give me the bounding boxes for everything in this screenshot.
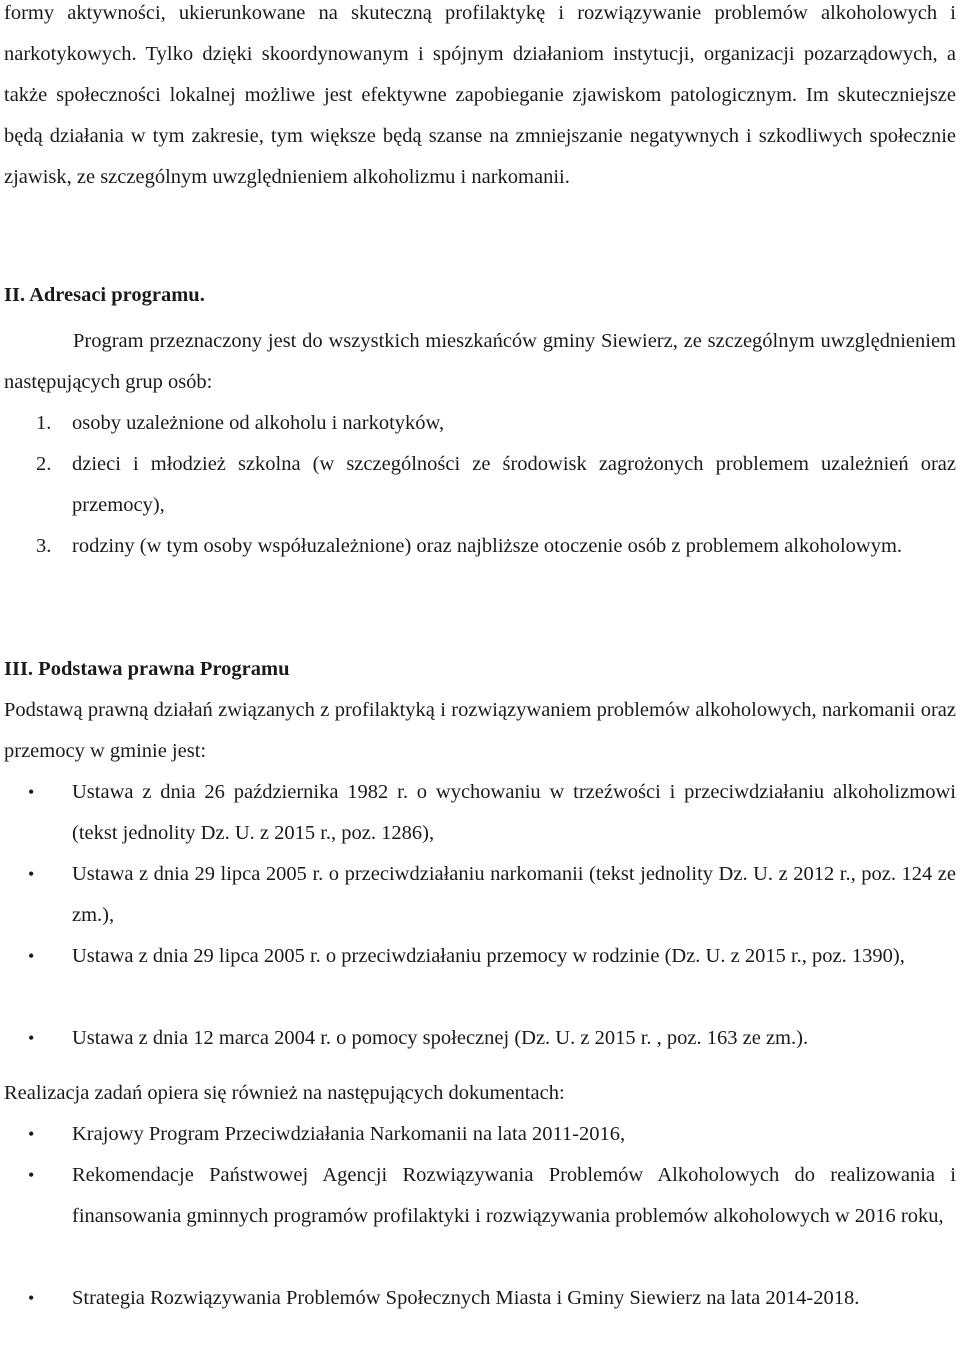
- list-item: Strategia Rozwiązywania Problemów Społecznych Miasta i Gminy Siewierz na lata 2014-2018.: [72, 1287, 860, 1309]
- list-item: Ustawa z dnia 29 lipca 2005 r. o przeciwdziałaniu narkomanii (tekst jednolity Dz. U. z 2012 r., poz. 124 ze zm.),: [72, 863, 956, 926]
- bullet-icon: •: [28, 864, 35, 884]
- bullet-icon: •: [28, 1165, 35, 1185]
- list-item: osoby uzależnione od alkoholu i narkotyków,: [72, 412, 445, 434]
- bullet-icon: •: [28, 782, 35, 802]
- list-item: Ustawa z dnia 29 lipca 2005 r. o przeciwdziałaniu przemocy w rodzinie (Dz. U. z 2015 r., poz. 1390),: [72, 945, 905, 967]
- section-3-paragraph: Podstawą prawną działań związanych z profilaktyką i rozwiązywaniem problemów alkoholowych, narkomanii oraz przemocy w gminie jest:: [4, 699, 956, 762]
- intro-paragraph: formy aktywności, ukierunkowane na skuteczną profilaktykę i rozwiązywanie problemów alkoholowych i narkotykowych. Tylko dzięki skoordynowanym i spójnym działaniom instytucji, organizacji pozarządowych, a także społeczności lokalnej możliwe jest efektywne zapobieganie zjawiskom patologicznym. Im skuteczniejsze będą działania w tym zakresie, tym większe będą szanse na zmniejszanie negatywnych i szkodliwych społecznie zjawisk, ze szczególnym uwzględnieniem alkoholizmu i narkomanii.: [4, 2, 956, 188]
- documents-paragraph: Realizacja zadań opiera się również na następujących dokumentach:: [4, 1082, 565, 1104]
- bullet-icon: •: [28, 1288, 35, 1308]
- list-item: rodziny (w tym osoby współuzależnione) oraz najbliższe otoczenie osób z problemem alkoholowym.: [72, 535, 903, 557]
- list-item: dzieci i młodzież szkolna (w szczególności ze środowisk zagrożonych problemem uzależnień oraz przemocy),: [72, 453, 956, 516]
- section-2-heading: II. Adresaci programu.: [4, 284, 205, 306]
- bullet-icon: •: [28, 946, 35, 966]
- list-item: Rekomendacje Państwowej Agencji Rozwiązywania Problemów Alkoholowych do realizowania i finansowania gminnych programów profilaktyki i rozwiązywania problemów alkoholowych w 2016 roku,: [72, 1164, 956, 1227]
- section-2-paragraph: Program przeznaczony jest do wszystkich mieszkańców gminy Siewierz, ze szczególnym uwzględnieniem następujących grup osób:: [4, 330, 956, 393]
- list-number: 3.: [36, 535, 52, 557]
- list-number: 1.: [36, 412, 52, 434]
- list-item: Krajowy Program Przeciwdziałania Narkomanii na lata 2011-2016,: [72, 1123, 626, 1145]
- list-item: Ustawa z dnia 12 marca 2004 r. o pomocy społecznej (Dz. U. z 2015 r. , poz. 163 ze zm.).: [72, 1027, 809, 1049]
- list-item: Ustawa z dnia 26 października 1982 r. o wychowaniu w trzeźwości i przeciwdziałaniu alkoholizmowi (tekst jednolity Dz. U. z 2015 r., poz. 1286),: [72, 781, 956, 844]
- section-3-heading: III. Podstawa prawna Programu: [4, 658, 290, 680]
- list-number: 2.: [36, 453, 52, 475]
- bullet-icon: •: [28, 1028, 35, 1048]
- bullet-icon: •: [28, 1124, 35, 1144]
